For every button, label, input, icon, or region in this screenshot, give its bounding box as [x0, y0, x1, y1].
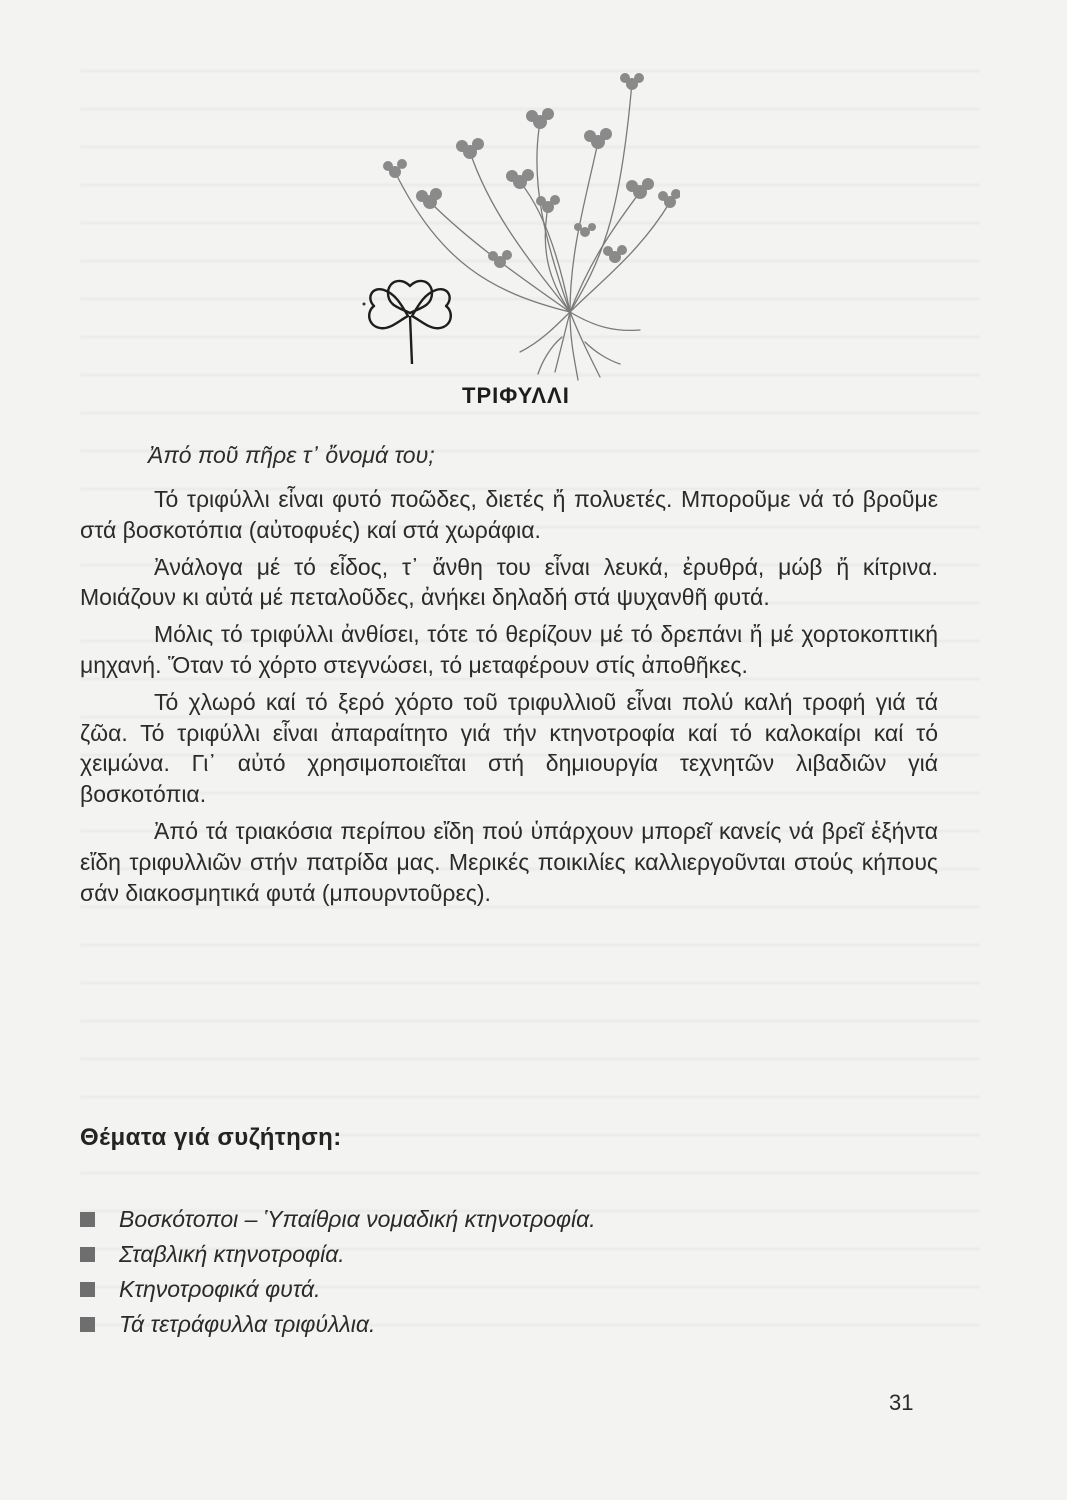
paragraph-3: Μόλις τό τριφύλλι ἀνθίσει, τότε τό θερίζουν μέ τό δρεπάνι ἤ μέ χορτοκοπτική μηχανή. Ὅταν τό χόρτο στεγνώσει, τό μεταφέρουν στίς ἀποθῆκες.	[80, 621, 938, 678]
paragraph-4: Τό χλωρό καί τό ξερό χόρτο τοῦ τριφυλλιοῦ εἶναι πολύ καλή τροφή γιά τά ζῶα. Τό τριφύλλι εἶναι ἀπαραίτητο γιά τήν κτηνοτροφία καί τό καλοκαίρι καί τό χειμώνα. Γι᾽ αὐτό χρησιμοποιεῖται στή δημιουργία τεχνητῶν λιβαδιῶν γιά βοσκοτόπια.	[80, 688, 938, 808]
square-bullet-icon	[80, 1317, 95, 1332]
list-item	[80, 1272, 596, 1307]
paragraph-5: Ἀπό τά τριακόσια περίπου εἴδη πού ὑπάρχουν μπορεῖ κανείς νά βρεῖ ἑξήντα εἴδη τριφυλλιῶν στήν πατρίδα μας. Μερικές ποικιλίες καλλιεργοῦνται στούς κήπους σάν διακοσμητικά φυτά (μπουρντοῦρες).	[80, 817, 938, 906]
list-item	[80, 1202, 596, 1237]
question-heading: Ἀπό ποῦ πῆρε τ᾽ ὄνομά του;	[148, 442, 435, 468]
discussion-topics	[80, 1202, 596, 1342]
page-number: 31	[889, 1390, 914, 1415]
topic-label: Τά τετράφυλλα τριφύλλια.	[119, 1311, 376, 1337]
section-title: ΤΡΙΦΥΛΛΙ	[462, 383, 570, 408]
square-bullet-icon	[80, 1212, 95, 1227]
topic-label: Σταβλική κτηνοτροφία.	[119, 1241, 345, 1267]
paragraph-2: Ἀνάλογα μέ τό εἶδος, τ᾽ ἄνθη του εἶναι λευκά, ἐρυθρά, μώβ ἤ κίτρινα. Μοιάζουν κι αὐτά μέ πεταλοῦδες, ἀνήκει δηλαδή στά ψυχανθῆ φυτά.	[80, 553, 938, 611]
square-bullet-icon	[80, 1247, 95, 1262]
paragraph-1: Τό τριφύλλι εἶναι φυτό ποῶδες, διετές ἤ πολυετές. Μποροῦμε νά τό βροῦμε στά βοσκοτόπια (αὐτοφυές) καί στά χωράφια.	[80, 486, 938, 543]
discussion-title: Θέματα γιά συζήτηση:	[80, 1124, 342, 1151]
square-bullet-icon	[80, 1282, 95, 1297]
topic-label: Κτηνοτροφικά φυτά.	[119, 1276, 321, 1302]
topic-label: Βοσκότοποι – Ὑπαίθρια νομαδική κτηνοτροφία.	[119, 1206, 596, 1232]
list-item	[80, 1307, 596, 1342]
clover-leaf-icon	[360, 268, 460, 368]
list-item	[80, 1237, 596, 1272]
body-text	[80, 484, 938, 914]
